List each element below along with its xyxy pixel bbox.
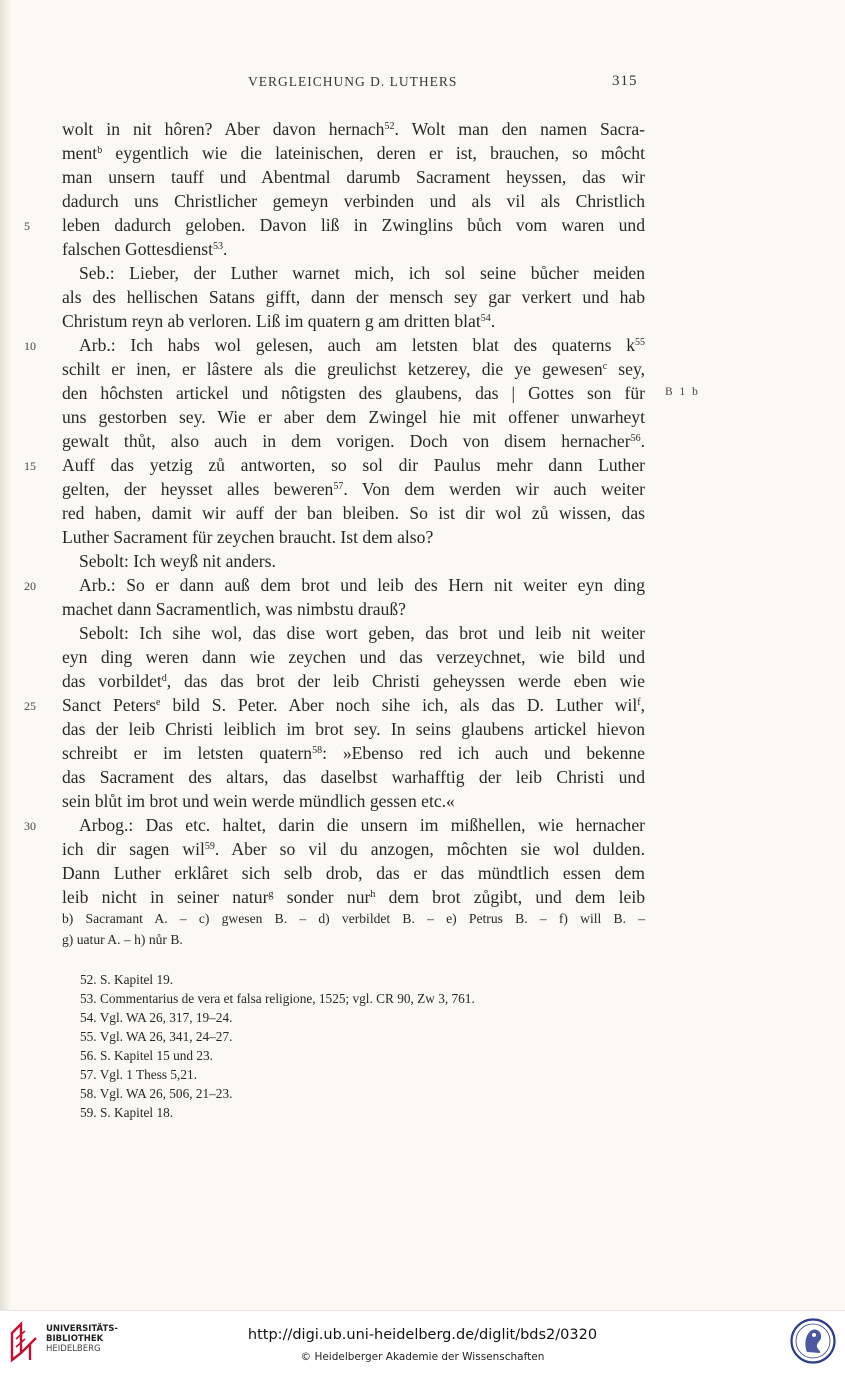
text-line: Arb.: So er dann auß dem brot und leib des Hern nit weiter eyn ding [79, 575, 645, 595]
text-line: falschen Gottesdienst$^{53}$. [62, 239, 228, 259]
page-number: 315 [612, 73, 638, 89]
footnote: 57. Vgl. 1 Thess 5,21. [80, 1067, 197, 1082]
critical-apparatus [62, 908, 645, 950]
text-line: Seb.: Lieber, der Luther warnet mich, ich sol seine bůcher meiden [79, 263, 645, 283]
apparatus-line: g) uatur A. – h) nůr B. [62, 932, 183, 947]
running-head [0, 74, 845, 96]
footnote: 55. Vgl. WA 26, 341, 24–27. [80, 1029, 233, 1044]
text-line: das vorbildet$^d$, das das brot der leib Christi geheyssen werde eben wie [62, 671, 645, 691]
library-name-line2: BIBLIOTHEK [46, 1334, 104, 1344]
text-line: gelten, der heysset alles beweren$^{57}$. Von dem werden wir auch weiter [62, 479, 645, 499]
text-line: gewalt thůt, also auch in dem vorigen. Doch von disem hernacher$^{56}$. [62, 431, 645, 451]
text-line: leben dadurch geloben. Davon liß in Zwinglins bůch vom waren und [62, 215, 645, 235]
text-line: Christum reyn ab verloren. Liß im quatern g am dritten blat$^{54}$. [62, 311, 496, 331]
text-line: Sanct Peters$^e$ bild S. Peter. Aber noch sihe ich, als das D. Luther wil$^f$, [62, 695, 645, 715]
line-number: 20 [24, 579, 36, 593]
line-number: 10 [24, 339, 36, 353]
academy-seal-icon[interactable] [790, 1318, 836, 1364]
text-line: Dann Luther erklâret sich selb drob, das er das mündtlich essen dem [62, 863, 645, 883]
text-line: wolt in nit hôren? Aber davon hernach$^{52}$. Wolt man den namen Sacra- [62, 119, 645, 139]
folio-marginal-note: B 1 b [665, 386, 700, 398]
footnote: 54. Vgl. WA 26, 317, 19–24. [80, 1010, 233, 1025]
text-line: Arb.: Ich habs wol gelesen, auch am letsten blat des quaterns $k^{55}$ [79, 335, 645, 355]
text-line: schreibt er im letsten quatern$^{58}$: »Ebenso red ich auch und bekenne [62, 743, 645, 763]
text-line: uns gestorben sey. Wie er aber dem Zwingel hie mit offener unwarheyt [62, 407, 645, 427]
footnote: 52. S. Kapitel 19. [80, 972, 174, 987]
text-line: den hôchsten artickel und nôtigsten des glaubens, das | Gottes son für [62, 383, 645, 403]
text-line: ich dir sagen wil$^{59}$. Aber so vil du anzogen, môchten sie wol dulden. [62, 839, 645, 859]
text-line: das der leib Christi leiblich im brot sey. In seins glaubens artickel hievon [62, 719, 645, 739]
text-line: Auff das yetzig zů antworten, so sol dir Paulus mehr dann Luther [62, 455, 645, 475]
footnote: 58. Vgl. WA 26, 506, 21–23. [80, 1086, 233, 1101]
line-number: 15 [24, 459, 36, 473]
footnote: 59. S. Kapitel 18. [80, 1105, 174, 1120]
footnote: 53. Commentarius de vera et falsa religione, 1525; vgl. CR 90, Zw 3, 761. [80, 991, 475, 1006]
text-line: ment$^b$ eygentlich wie die lateinischen, deren er ist, brauchen, so môcht [62, 143, 645, 163]
text-line: Sebolt: Ich sihe wol, das dise wort geben, das brot und leib nit weiter [79, 623, 645, 643]
text-line: Arbog.: Das etc. haltet, darin die unsern im mißhellen, wie hernacher [79, 815, 645, 835]
copyright-notice: © Heidelberger Akademie der Wissenschaften [300, 1351, 545, 1363]
text-line: sein blůt im brot und wein werde mündlich gessen etc.« [62, 791, 455, 811]
text-line: schilt er inen, er lâstere als die greulichst ketzerey, die ye gewesen$^c$ sey, [62, 359, 646, 379]
footnote: 56. S. Kapitel 15 und 23. [80, 1048, 213, 1063]
text-line: als des hellischen Satans gifft, dann der mensch sey gar verkert und hab [62, 287, 645, 307]
text-line: Luther Sacrament für zeychen braucht. Ist dem also? [62, 527, 434, 547]
permalink-url[interactable]: http://digi.ub.uni-heidelberg.de/diglit/bds2/0320 [247, 1327, 598, 1343]
line-number: 25 [24, 699, 36, 713]
page-edge-shadow [0, 0, 12, 1310]
page-footer [0, 1310, 845, 1373]
library-name-line1: UNIVERSITÄTS- [46, 1324, 118, 1334]
text-line: man unsern tauff und Abentmal darumb Sacrament heyssen, das wir [62, 167, 645, 187]
apparatus-line: b) Sacramant A. – c) gwesen B. – d) verbildet B. – e) Petrus B. – f) will B. – [62, 911, 645, 926]
running-title: VERGLEICHUNG D. LUTHERS [248, 74, 458, 89]
footnotes [80, 970, 475, 1122]
text-line: Sebolt: Ich weyß nit anders. [79, 551, 276, 571]
text-line: eyn ding weren dann wie zeychen und das verzeychnet, wie bild und [62, 647, 645, 667]
text-line: das Sacrament des altars, das daselbst warhafftig der leib Christi und [62, 767, 645, 787]
text-line: leib nicht in seiner natur$^g$ sonder nur$^h$ dem brot zůgibt, und dem leib [62, 887, 646, 907]
line-number: 5 [24, 219, 30, 233]
library-name-line3: HEIDELBERG [46, 1344, 101, 1354]
text-line: machet dann Sacramentlich, was nimbstu drauß? [62, 599, 406, 619]
text-line: dadurch uns Christlicher gemeyn verbinden und als vil als Christlich [62, 191, 645, 211]
line-number: 30 [24, 819, 36, 833]
text-line: red haben, damit wir auff der ban bleiben. So ist dir wol zů wissen, das [62, 503, 645, 523]
